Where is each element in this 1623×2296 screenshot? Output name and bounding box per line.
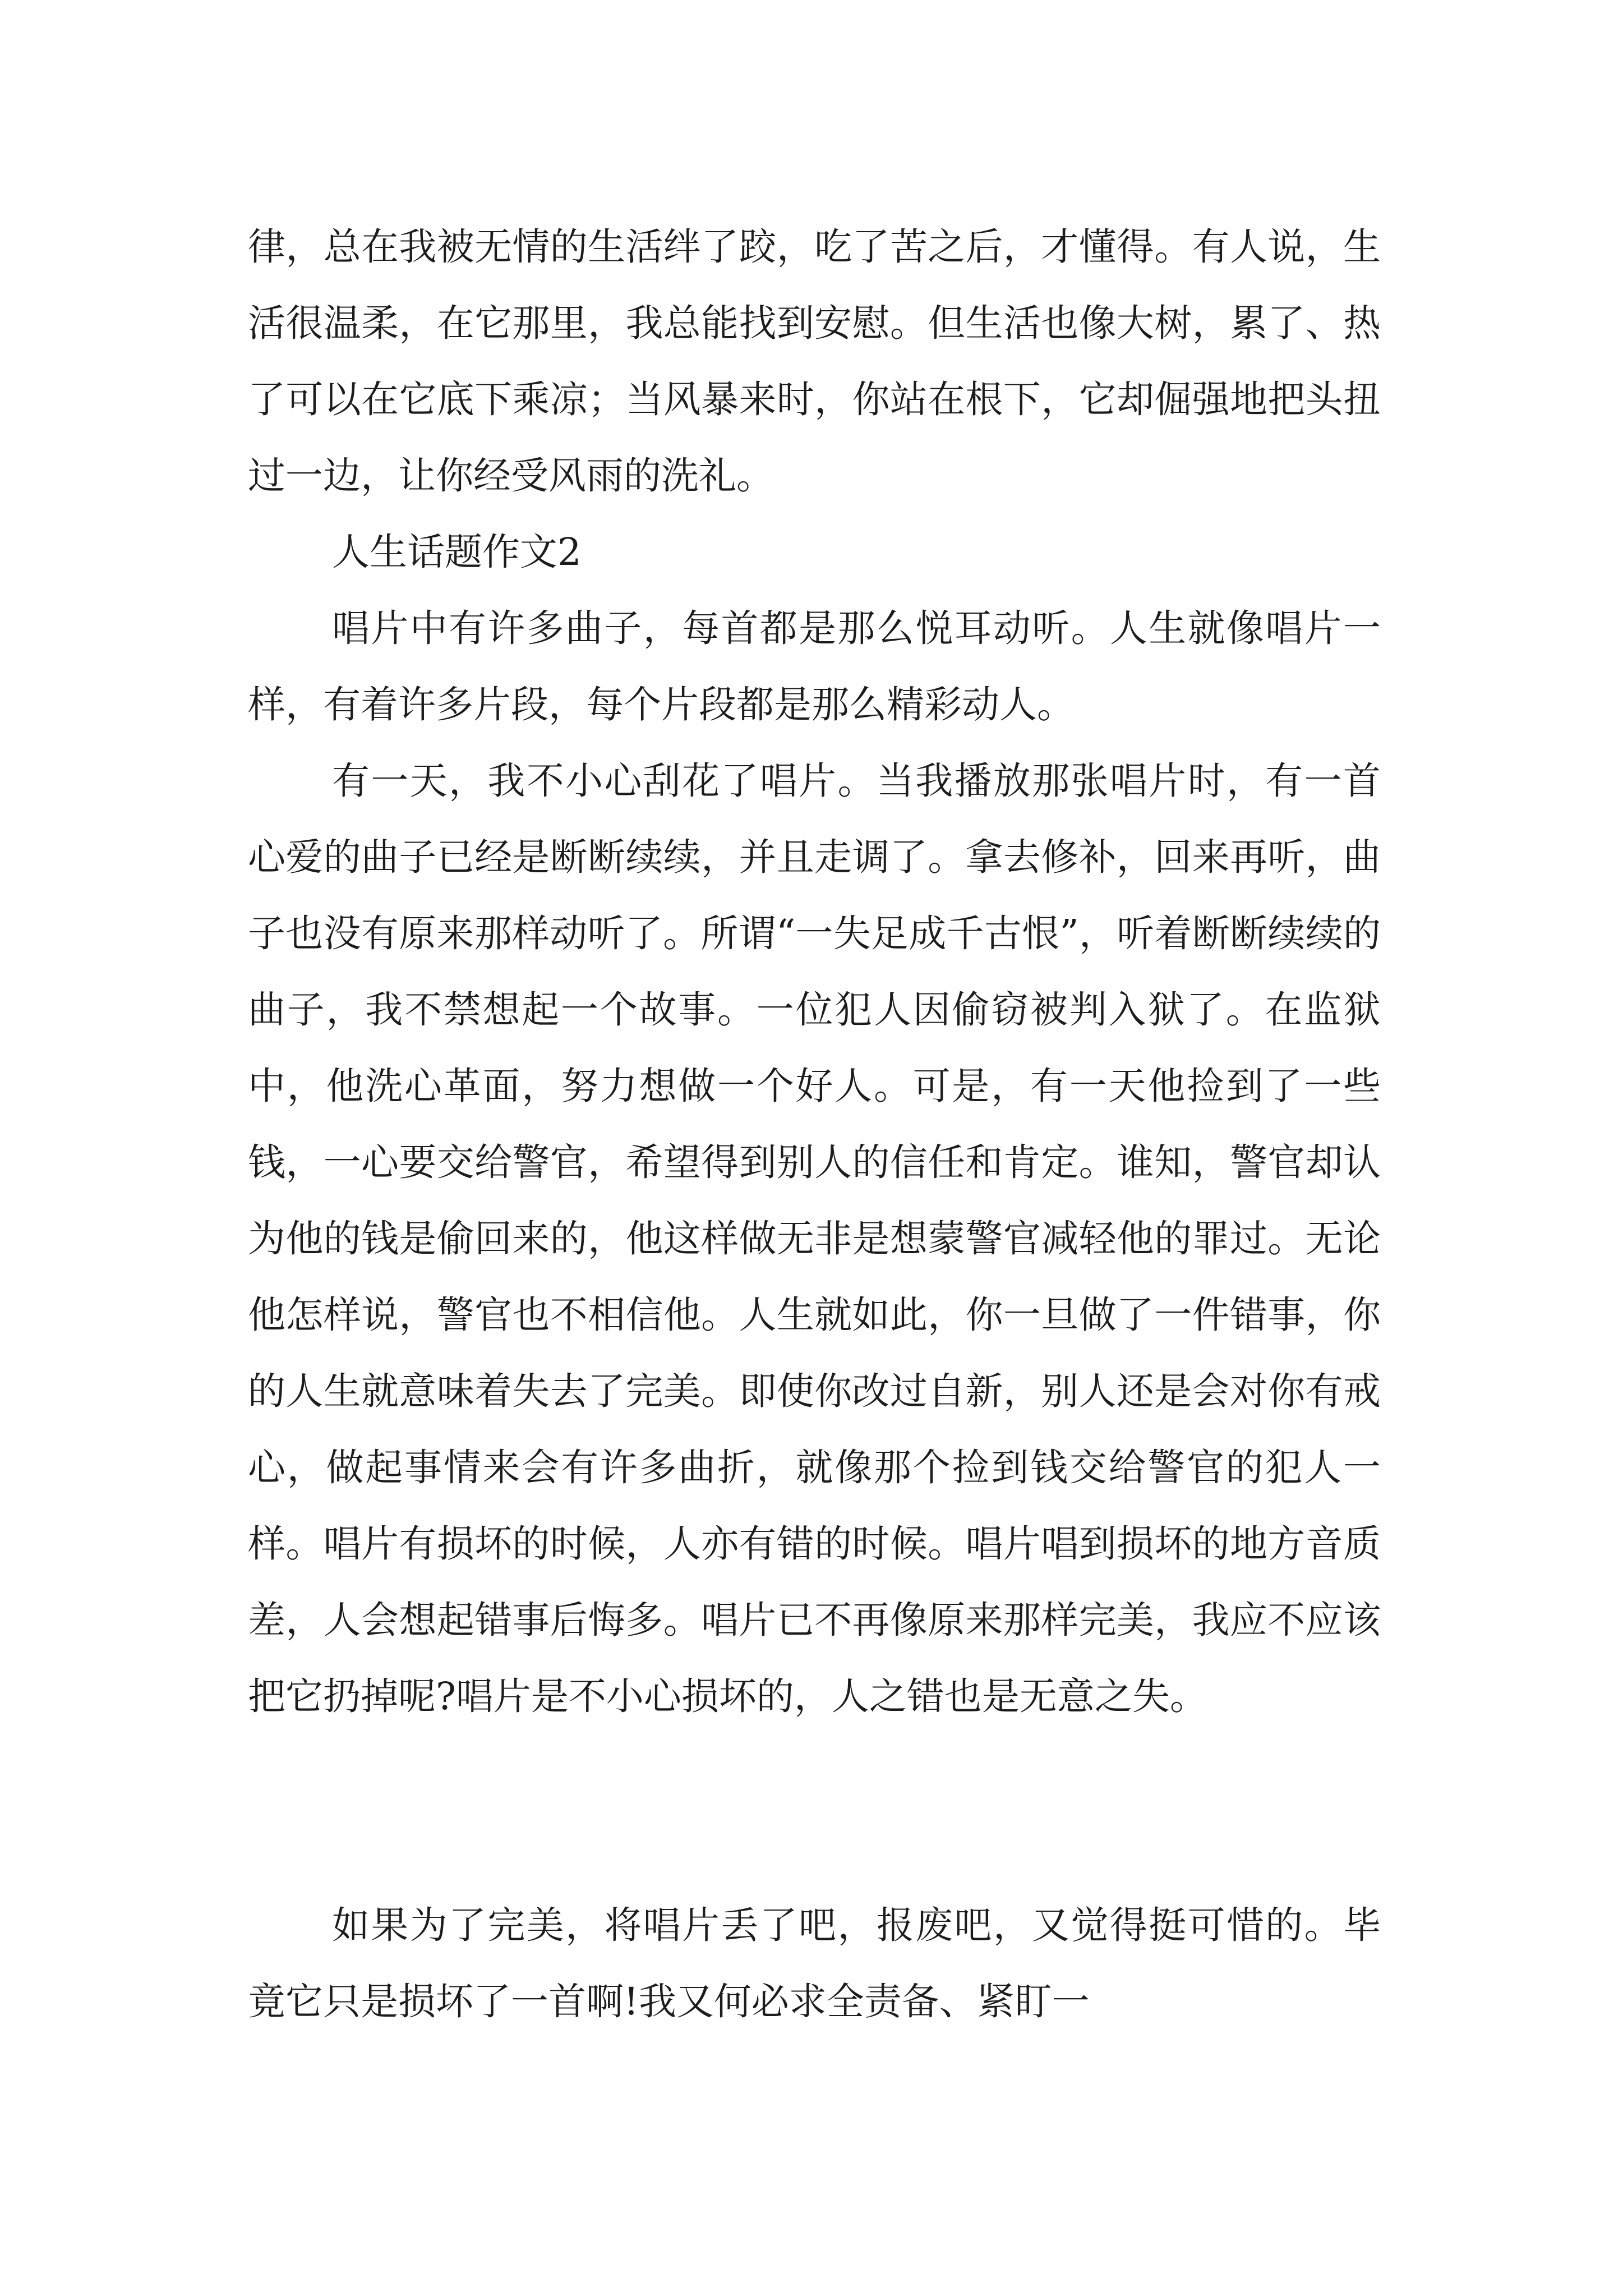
essay-heading: 人生话题作文2 (332, 530, 582, 574)
paragraph-text: 如果为了完美，将唱片丢了吧，报废吧，又觉得挺可惜的。毕竟它只是损坏了一首啊!我又何必求全责备、紧盯一 (248, 1903, 1381, 2023)
continuation-text: 律，总在我被无情的生活绊了跤，吃了苦之后，才懂得。有人说，生活很温柔，在它那里，我总能找到安慰。但生活也像大树，累了、热了可以在它底下乘凉；当风暴来时，你站在根下，它却倔强地把头扭过一边，让你经受风雨的洗礼。 (248, 225, 1381, 498)
paragraph-2 (248, 743, 1381, 1734)
essay-heading-block (248, 514, 1381, 590)
paragraph-1 (248, 590, 1381, 743)
paragraph-3 (248, 1887, 1381, 2040)
continuation-paragraph (248, 209, 1381, 514)
paragraph-text: 唱片中有许多曲子，每首都是那么悦耳动听。人生就像唱片一样，有着许多片段，每个片段都是那么精彩动人。 (248, 606, 1381, 726)
paragraph-text: 有一天，我不小心刮花了唱片。当我播放那张唱片时，有一首心爱的曲子已经是断断续续，并且走调了。拿去修补，回来再听，曲子也没有原来那样动听了。所谓“一失足成千古恨”，听着断断续续的曲子，我不禁想起一个故事。一位犯人因偷窃被判入狱了。在监狱中，他洗心革面，努力想做一个好人。可是，有一天他捡到了一些钱，一心要交给警官，希望得到别人的信任和肯定。谁知，警官却认为他的钱是偷回来的，他这样做无非是想蒙警官减轻他的罪过。无论他怎样说，警官也不相信他。人生就如此，你一旦做了一件错事，你的人生就意味着失去了完美。即使你改过自新，别人还是会对你有戒心，做起事情来会有许多曲折，就像那个捡到钱交给警官的犯人一样。唱片有损坏的时候，人亦有错的时候。唱片唱到损坏的地方音质差，人会想起错事后悔多。唱片已不再像原来那样完美，我应不应该把它扔掉呢?唱片是不小心损坏的，人之错也是无意之失。 (248, 759, 1381, 1718)
